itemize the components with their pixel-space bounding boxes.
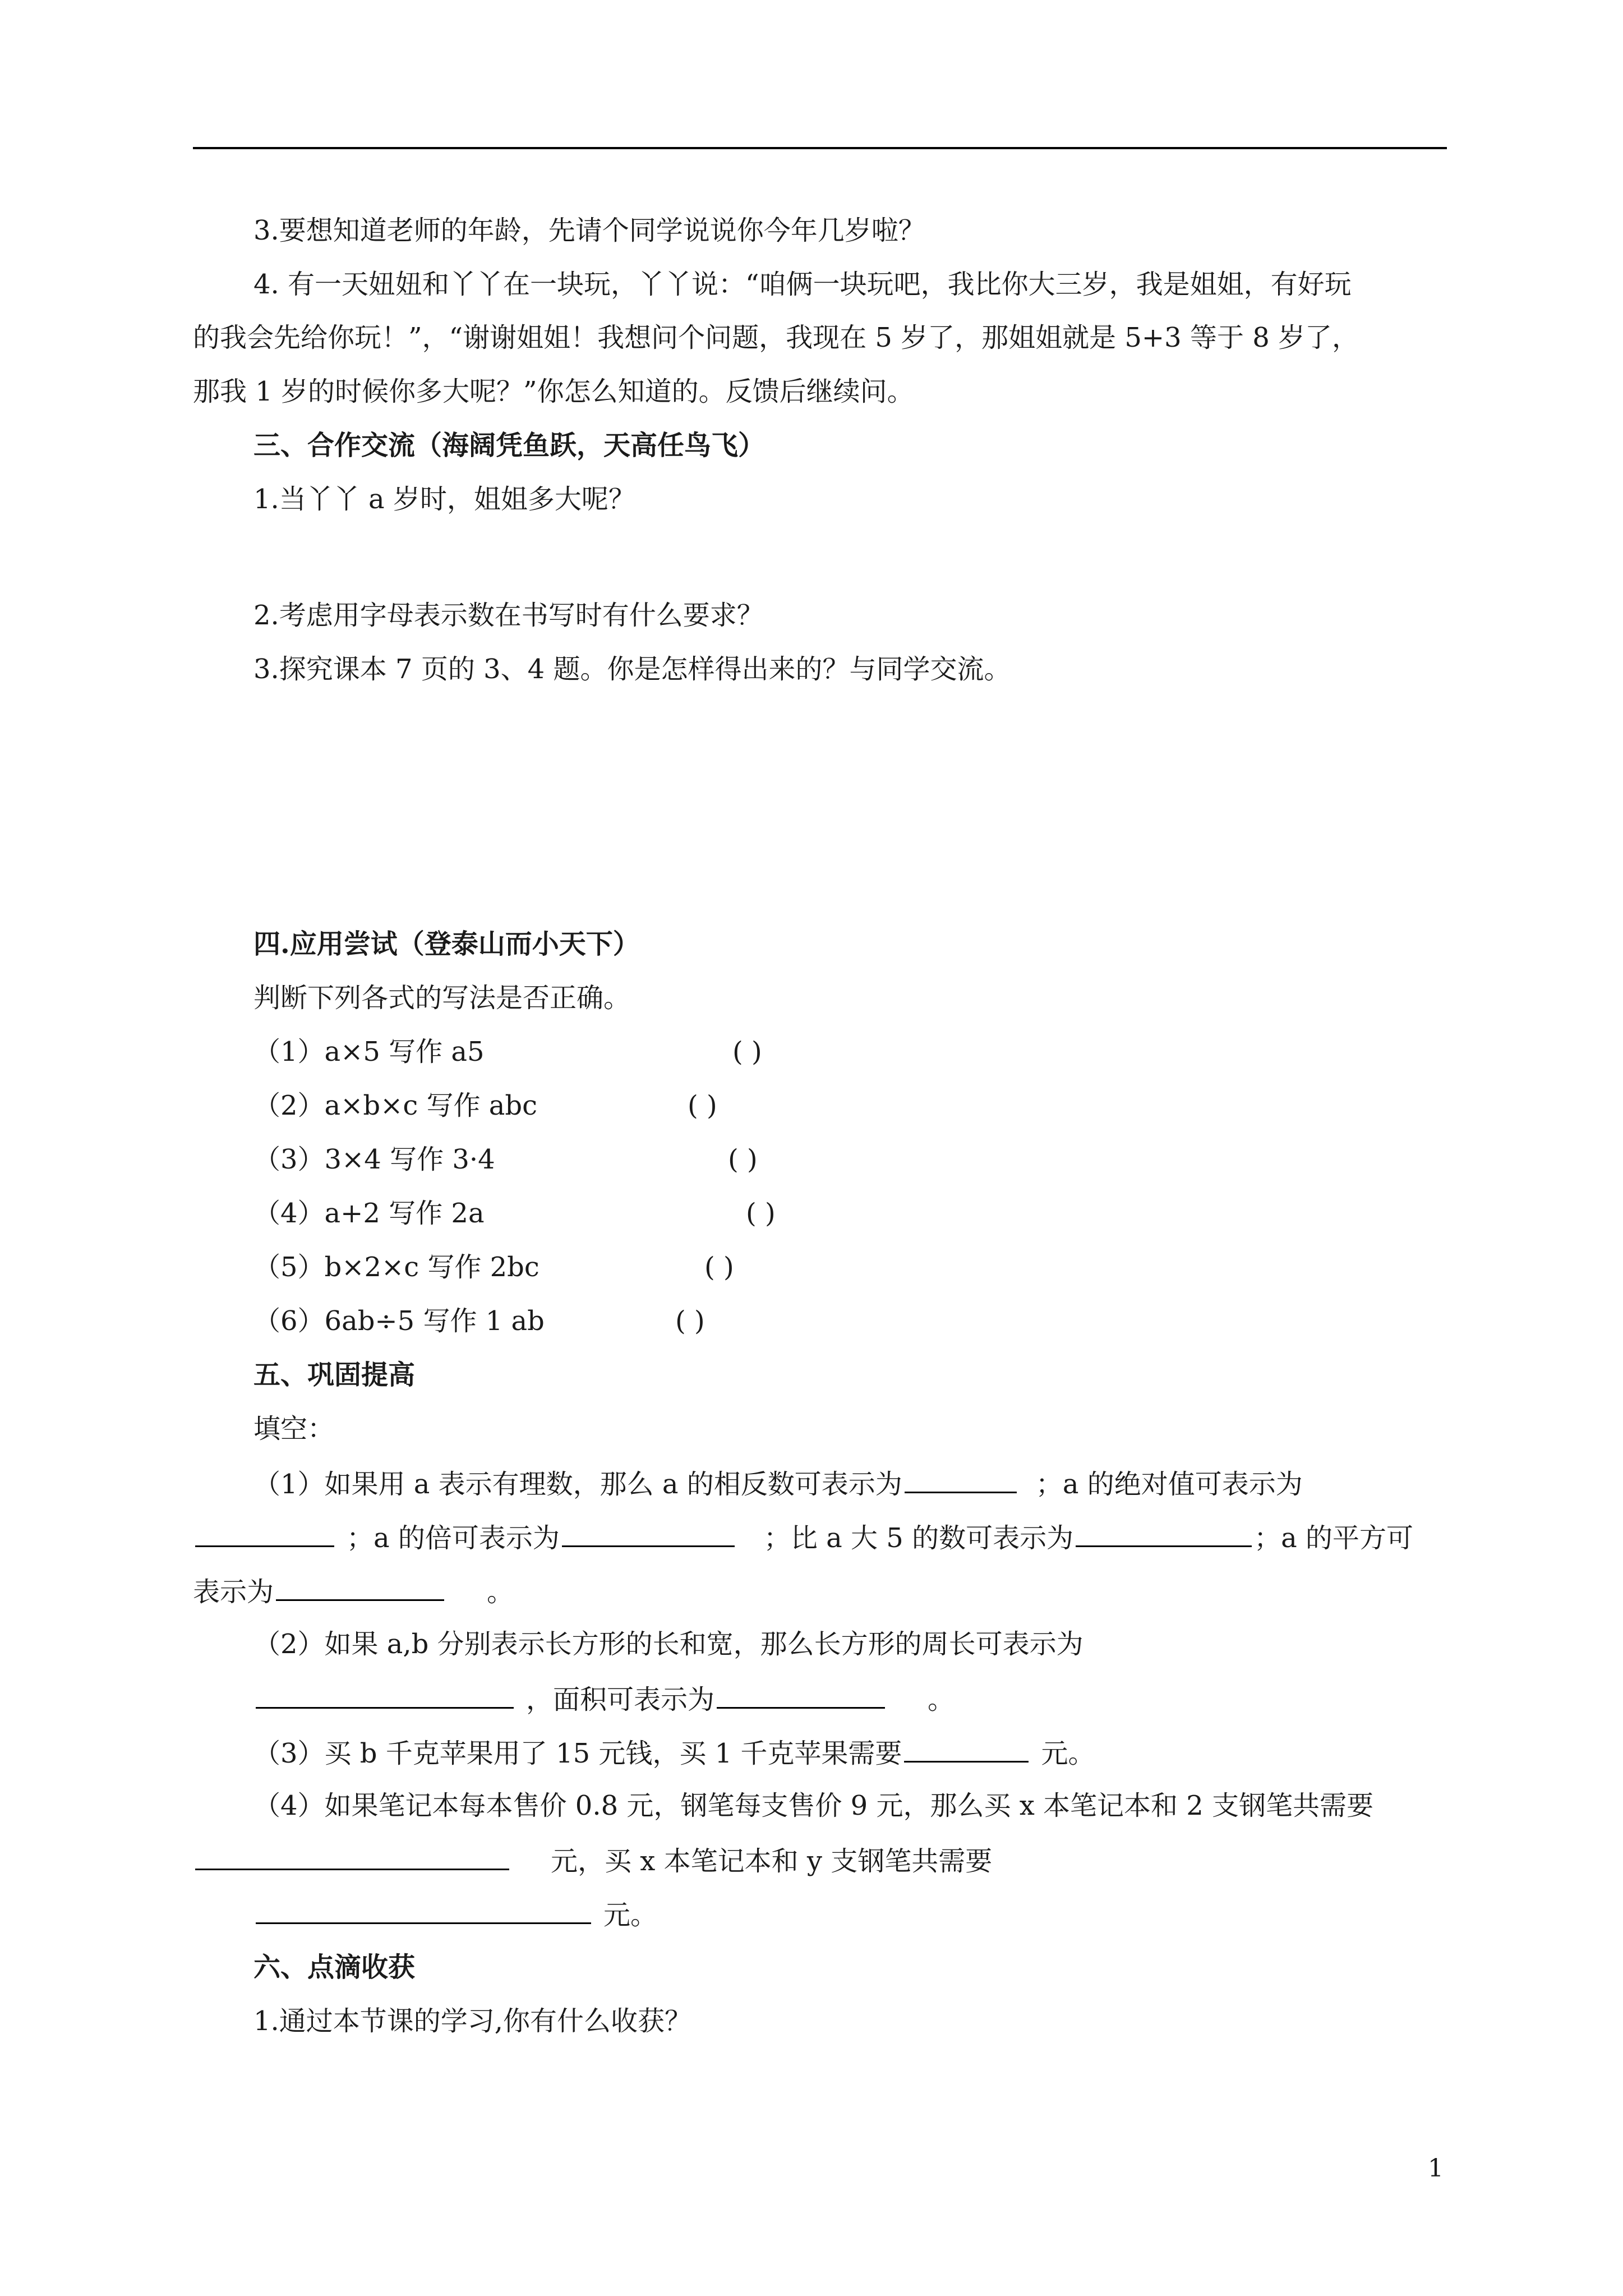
fill-2-text-b: ，面积可表示为	[526, 1684, 715, 1715]
fill-4-text-b: 元，买 x 本笔记本和 y 支钢笔共需要	[551, 1846, 993, 1877]
judgment-answer-1[interactable]: ( )	[732, 1036, 762, 1068]
section-4-intro: 判断下列各式的写法是否正确。	[253, 982, 631, 1014]
fill-4-text-c: 元。	[603, 1899, 658, 1931]
fill-1-text-g: 。	[487, 1576, 514, 1608]
judgment-item-5: （5）b×2×c 写作 2bc	[253, 1251, 540, 1283]
section-5-intro: 填空：	[253, 1413, 335, 1444]
judgment-item-6: （6）6ab÷5 写作 1 ab	[253, 1305, 545, 1337]
judgment-item-1: （1）a×5 写作 a5	[253, 1036, 485, 1068]
question-4-line-2: 的我会先给你玩！”，“谢谢姐姐！我想问个问题，我现在 5 岁了，那姐姐就是 5+3 等于 8 岁了，	[193, 322, 1359, 353]
fill-2-text-c: 。	[928, 1684, 955, 1715]
blank-absolute-value[interactable]	[195, 1521, 334, 1547]
judgment-item-2: （2）a×b×c 写作 abc	[253, 1090, 537, 1121]
judgment-answer-3[interactable]: ( )	[728, 1144, 758, 1175]
fill-question-4-line-1: （4）如果笔记本每本售价 0.8 元，钢笔每支售价 9 元，那么买 x 本笔记本和 2 支钢笔共需要	[253, 1790, 1374, 1821]
header-rule	[193, 147, 1447, 149]
question-4-line-1: 4. 有一天妞妞和丫丫在一块玩，丫丫说：“咱俩一块玩吧，我比你大三岁，我是姐姐，有好玩	[253, 269, 1352, 300]
blank-plus-five[interactable]	[1076, 1521, 1252, 1547]
fill-1-text-f: 表示为	[193, 1576, 274, 1608]
fill-question-1-line-2	[193, 1521, 1413, 1554]
fill-question-2-line-1: （2）如果 a,b 分别表示长方形的长和宽，那么长方形的周长可表示为	[253, 1628, 1083, 1660]
fill-1-text-a: （1）如果用 a 表示有理数，那么 a 的相反数可表示为	[253, 1469, 902, 1500]
section-6-question-1: 1.通过本节课的学习,你有什么收获？	[253, 2005, 692, 2037]
fill-3-text-b: 元。	[1041, 1738, 1095, 1769]
blank-perimeter[interactable]	[256, 1682, 514, 1709]
fill-1-text-b: ；a 的绝对值可表示为	[1035, 1469, 1303, 1500]
blank-total-cost-2[interactable]	[256, 1898, 591, 1924]
section-3-question-2: 2.考虑用字母表示数在书写时有什么要求？	[253, 600, 764, 631]
judgment-item-3: （3）3×4 写作 3·4	[253, 1144, 495, 1175]
fill-3-text-a: （3）买 b 千克苹果用了 15 元钱，买 1 千克苹果需要	[253, 1738, 902, 1769]
section-4-heading: 四.应用尝试（登泰山而小天下）	[253, 928, 640, 960]
judgment-answer-2[interactable]: ( )	[688, 1090, 717, 1121]
fill-1-text-c: ；a 的倍可表示为	[347, 1522, 560, 1554]
section-5-heading: 五、巩固提高	[253, 1359, 416, 1391]
fill-question-4-line-3	[253, 1898, 657, 1931]
blank-apple-price[interactable]	[904, 1736, 1029, 1763]
section-3-heading: 三、合作交流（海阔凭鱼跃，天高任鸟飞）	[253, 430, 766, 461]
fill-1-text-e: ；a 的平方可	[1254, 1522, 1413, 1554]
fill-question-2-line-2	[253, 1682, 955, 1715]
judgment-answer-4[interactable]: ( )	[746, 1198, 776, 1229]
judgment-answer-5[interactable]: ( )	[704, 1251, 734, 1283]
blank-area[interactable]	[717, 1682, 885, 1709]
page-number: 1	[1428, 2154, 1444, 2183]
question-4-line-3: 那我 1 岁的时候你多大呢？”你怎么知道的。反馈后继续问。	[193, 376, 914, 407]
blank-multiple[interactable]	[562, 1521, 735, 1547]
question-3: 3.要想知道老师的年龄，先请个同学说说你今年几岁啦？	[253, 215, 925, 246]
judgment-answer-6[interactable]: ( )	[675, 1305, 705, 1337]
blank-square[interactable]	[276, 1575, 444, 1601]
section-3-question-3: 3.探究课本 7 页的 3、4 题。你是怎样得出来的？与同学交流。	[253, 654, 1011, 685]
fill-question-3	[253, 1736, 1095, 1769]
fill-question-1-line-3	[193, 1575, 514, 1608]
fill-question-4-line-2	[193, 1844, 992, 1877]
fill-1-text-d: ；比 a 大 5 的数可表示为	[763, 1522, 1074, 1554]
blank-total-cost-1[interactable]	[195, 1844, 509, 1870]
section-3-question-1: 1.当丫丫 a 岁时，姐姐多大呢？	[253, 484, 635, 515]
blank-opposite-number[interactable]	[905, 1467, 1017, 1493]
section-6-heading: 六、点滴收获	[253, 1952, 416, 1983]
fill-question-1-line-1	[253, 1467, 1303, 1500]
judgment-item-4: （4）a+2 写作 2a	[253, 1198, 485, 1229]
